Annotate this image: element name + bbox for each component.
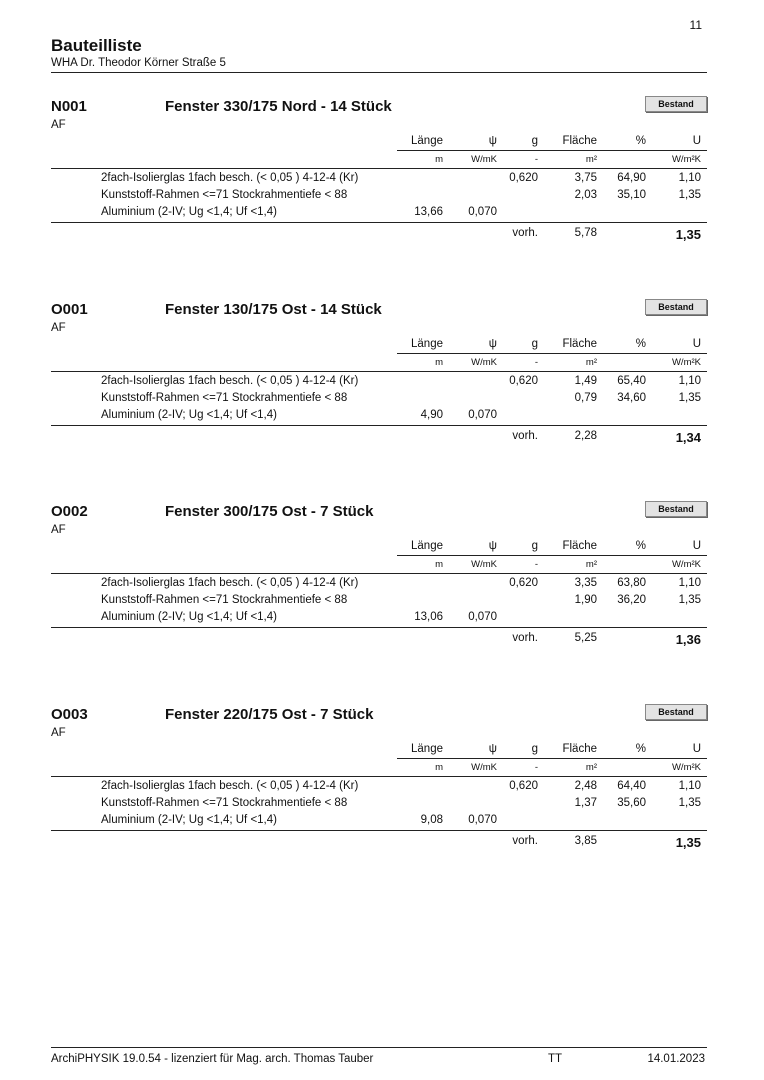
- row-psi: 0,070: [468, 206, 497, 218]
- row-label: 2fach-Isolierglas 1fach besch. (< 0,05 ) 4-12-4 (Kr): [101, 172, 359, 184]
- status-badge: Bestand: [645, 501, 707, 517]
- row-label: Kunststoff-Rahmen <=71 Stockrahmentiefe < 88: [101, 392, 348, 404]
- row-percent: 65,40: [617, 375, 646, 387]
- total-u-value: 1,35: [675, 227, 701, 242]
- unit-u: W/m²K: [671, 154, 701, 165]
- section-code: O002: [51, 503, 88, 520]
- status-badge: Bestand: [645, 96, 707, 112]
- total-u-value: 1,36: [675, 632, 701, 647]
- total-divider: [51, 425, 707, 426]
- row-label: Aluminium (2-IV; Ug <1,4; Uf <1,4): [101, 814, 277, 826]
- total-label: vorh.: [512, 430, 538, 442]
- row-percent: 64,90: [617, 172, 646, 184]
- section-code: O001: [51, 301, 88, 318]
- unit-u: W/m²K: [671, 357, 701, 368]
- component-section-o001: [51, 301, 707, 471]
- section-title: Fenster 300/175 Ost - 7 Stück: [165, 503, 374, 520]
- row-flaeche: 1,90: [574, 594, 597, 606]
- footer-divider: [51, 1047, 707, 1048]
- row-flaeche: 3,35: [574, 577, 597, 589]
- footer-software-license: ArchiPHYSIK 19.0.54 - lizenziert für Mag. arch. Thomas Tauber: [51, 1053, 374, 1065]
- column-header-psi: ψ: [488, 338, 497, 350]
- column-header-g: g: [531, 540, 538, 552]
- column-header-g: g: [531, 135, 538, 147]
- unit-u: W/m²K: [671, 559, 701, 570]
- row-u: 1,10: [678, 577, 701, 589]
- unit-g: -: [534, 559, 538, 570]
- section-title: Fenster 330/175 Nord - 14 Stück: [165, 98, 392, 115]
- column-header-flaeche: Fläche: [562, 338, 597, 350]
- page-number: 11: [689, 18, 702, 32]
- total-divider: [51, 222, 707, 223]
- unit-flaeche: m²: [585, 559, 597, 570]
- row-laenge: 4,90: [420, 409, 443, 421]
- column-header-u: U: [692, 338, 701, 350]
- column-header-u: U: [692, 540, 701, 552]
- column-header-percent: %: [635, 540, 646, 552]
- unit-psi: W/mK: [471, 559, 497, 570]
- row-g: 0,620: [509, 172, 538, 184]
- row-label: 2fach-Isolierglas 1fach besch. (< 0,05 ) 4-12-4 (Kr): [101, 577, 359, 589]
- header-divider: [51, 72, 707, 73]
- section-type: AF: [51, 322, 66, 334]
- header-underline: [397, 353, 707, 354]
- component-section-o002: [51, 503, 707, 673]
- row-u: 1,35: [678, 594, 701, 606]
- column-header-psi: ψ: [488, 540, 497, 552]
- header-underline: [397, 555, 707, 556]
- row-u: 1,35: [678, 392, 701, 404]
- row-label: 2fach-Isolierglas 1fach besch. (< 0,05 ) 4-12-4 (Kr): [101, 375, 359, 387]
- row-label: 2fach-Isolierglas 1fach besch. (< 0,05 ) 4-12-4 (Kr): [101, 780, 359, 792]
- unit-laenge: m: [435, 762, 443, 773]
- row-g: 0,620: [509, 577, 538, 589]
- header-underline: [397, 758, 707, 759]
- document-subtitle: WHA Dr. Theodor Körner Straße 5: [51, 57, 226, 69]
- row-flaeche: 0,79: [574, 392, 597, 404]
- unit-psi: W/mK: [471, 154, 497, 165]
- section-type: AF: [51, 727, 66, 739]
- column-header-laenge: Länge: [411, 135, 443, 147]
- unit-underline: [51, 573, 707, 574]
- column-header-flaeche: Fläche: [562, 135, 597, 147]
- footer-initials: TT: [548, 1053, 563, 1065]
- row-laenge: 9,08: [420, 814, 443, 826]
- column-header-u: U: [692, 743, 701, 755]
- column-header-percent: %: [635, 743, 646, 755]
- row-label: Kunststoff-Rahmen <=71 Stockrahmentiefe < 88: [101, 189, 348, 201]
- row-label: Kunststoff-Rahmen <=71 Stockrahmentiefe < 88: [101, 594, 348, 606]
- column-header-flaeche: Fläche: [562, 743, 597, 755]
- unit-flaeche: m²: [585, 154, 597, 165]
- row-psi: 0,070: [468, 814, 497, 826]
- total-label: vorh.: [512, 227, 538, 239]
- component-section-n001: [51, 98, 707, 268]
- unit-laenge: m: [435, 357, 443, 368]
- unit-underline: [51, 371, 707, 372]
- column-header-laenge: Länge: [411, 338, 443, 350]
- total-flaeche: 5,78: [574, 227, 597, 239]
- unit-u: W/m²K: [671, 762, 701, 773]
- row-flaeche: 2,48: [574, 780, 597, 792]
- row-u: 1,10: [678, 375, 701, 387]
- row-u: 1,35: [678, 189, 701, 201]
- row-psi: 0,070: [468, 611, 497, 623]
- column-header-flaeche: Fläche: [562, 540, 597, 552]
- status-badge: Bestand: [645, 299, 707, 315]
- unit-g: -: [534, 154, 538, 165]
- row-psi: 0,070: [468, 409, 497, 421]
- unit-underline: [51, 168, 707, 169]
- total-flaeche: 5,25: [574, 632, 597, 644]
- section-type: AF: [51, 119, 66, 131]
- column-header-laenge: Länge: [411, 743, 443, 755]
- row-percent: 63,80: [617, 577, 646, 589]
- total-divider: [51, 830, 707, 831]
- row-flaeche: 1,49: [574, 375, 597, 387]
- column-header-percent: %: [635, 338, 646, 350]
- unit-underline: [51, 776, 707, 777]
- unit-laenge: m: [435, 154, 443, 165]
- column-header-g: g: [531, 743, 538, 755]
- unit-flaeche: m²: [585, 762, 597, 773]
- document-title: Bauteilliste: [51, 36, 142, 55]
- row-percent: 36,20: [617, 594, 646, 606]
- row-u: 1,10: [678, 172, 701, 184]
- total-label: vorh.: [512, 835, 538, 847]
- row-flaeche: 3,75: [574, 172, 597, 184]
- unit-g: -: [534, 357, 538, 368]
- section-title: Fenster 130/175 Ost - 14 Stück: [165, 301, 382, 318]
- row-g: 0,620: [509, 375, 538, 387]
- section-type: AF: [51, 524, 66, 536]
- status-badge: Bestand: [645, 704, 707, 720]
- total-u-value: 1,34: [675, 430, 701, 445]
- unit-g: -: [534, 762, 538, 773]
- component-section-o003: [51, 706, 707, 876]
- row-percent: 35,60: [617, 797, 646, 809]
- row-flaeche: 2,03: [574, 189, 597, 201]
- row-percent: 64,40: [617, 780, 646, 792]
- total-flaeche: 2,28: [574, 430, 597, 442]
- unit-flaeche: m²: [585, 357, 597, 368]
- row-u: 1,10: [678, 780, 701, 792]
- row-label: Aluminium (2-IV; Ug <1,4; Uf <1,4): [101, 206, 277, 218]
- row-u: 1,35: [678, 797, 701, 809]
- row-laenge: 13,06: [414, 611, 443, 623]
- column-header-laenge: Länge: [411, 540, 443, 552]
- total-label: vorh.: [512, 632, 538, 644]
- row-label: Kunststoff-Rahmen <=71 Stockrahmentiefe < 88: [101, 797, 348, 809]
- row-g: 0,620: [509, 780, 538, 792]
- row-label: Aluminium (2-IV; Ug <1,4; Uf <1,4): [101, 611, 277, 623]
- column-header-psi: ψ: [488, 743, 497, 755]
- footer-date: 14.01.2023: [647, 1053, 705, 1065]
- column-header-u: U: [692, 135, 701, 147]
- row-percent: 35,10: [617, 189, 646, 201]
- column-header-percent: %: [635, 135, 646, 147]
- section-code: N001: [51, 98, 87, 115]
- column-header-psi: ψ: [488, 135, 497, 147]
- header-underline: [397, 150, 707, 151]
- total-flaeche: 3,85: [574, 835, 597, 847]
- section-title: Fenster 220/175 Ost - 7 Stück: [165, 706, 374, 723]
- total-divider: [51, 627, 707, 628]
- row-percent: 34,60: [617, 392, 646, 404]
- unit-psi: W/mK: [471, 357, 497, 368]
- section-code: O003: [51, 706, 88, 723]
- row-flaeche: 1,37: [574, 797, 597, 809]
- column-header-g: g: [531, 338, 538, 350]
- unit-laenge: m: [435, 559, 443, 570]
- row-laenge: 13,66: [414, 206, 443, 218]
- total-u-value: 1,35: [675, 835, 701, 850]
- row-label: Aluminium (2-IV; Ug <1,4; Uf <1,4): [101, 409, 277, 421]
- unit-psi: W/mK: [471, 762, 497, 773]
